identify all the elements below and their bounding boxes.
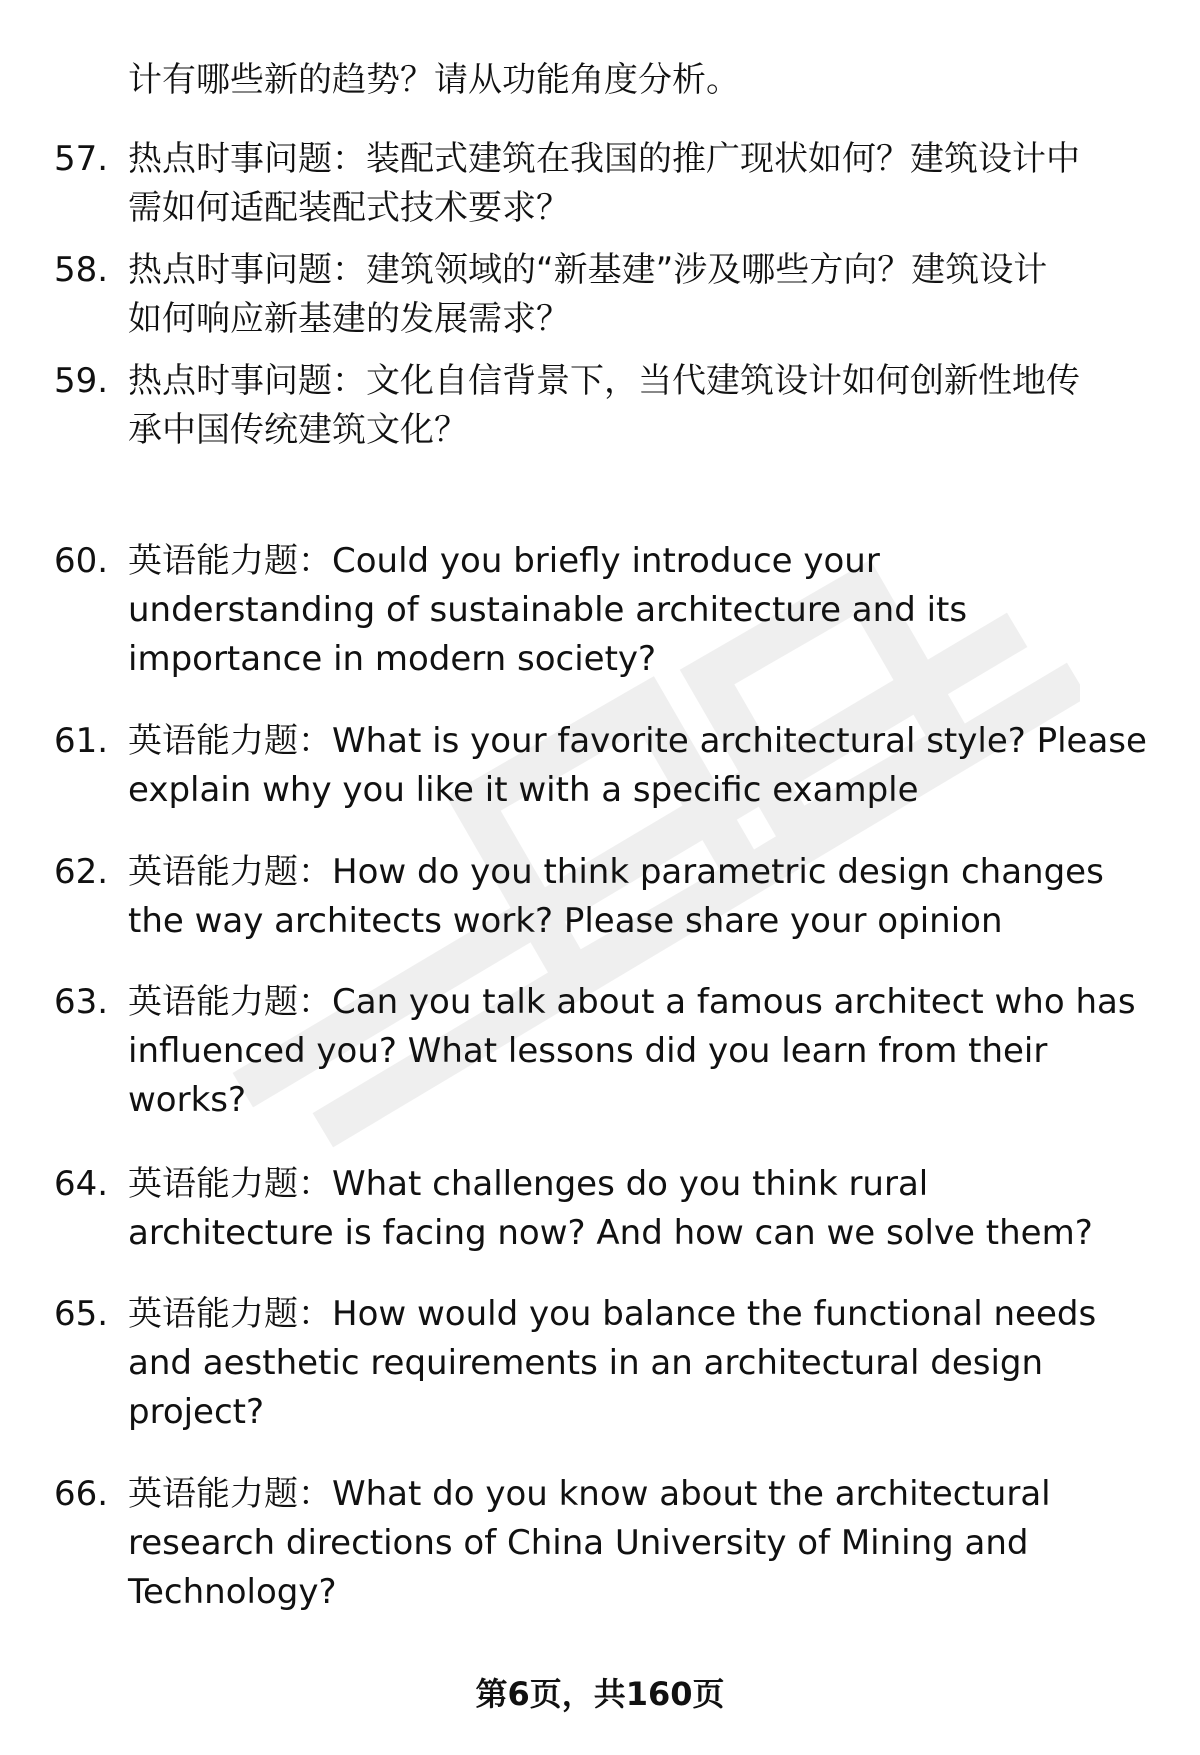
question-line: the way architects work? Please share your opinion <box>128 901 1003 941</box>
question-line: 热点时事问题：建筑领域的“新基建”涉及哪些方向？建筑设计 <box>128 250 1048 290</box>
question-line: 如何响应新基建的发展需求？ <box>128 299 570 339</box>
question-line: 英语能力题：What do you know about the architectural <box>128 1474 1051 1514</box>
page-footer: 第6页，共160页 <box>475 1675 725 1713</box>
question-line: importance in modern society? <box>128 639 657 679</box>
question-text <box>128 1290 1168 1437</box>
question-line: 英语能力题：Could you briefly introduce your <box>128 541 880 581</box>
question-number: 57. <box>54 139 109 179</box>
continued-question-text: 计有哪些新的趋势？请从功能角度分析。 <box>128 60 740 100</box>
question-line: Technology? <box>128 1572 337 1612</box>
question-text <box>128 357 1168 455</box>
question-line: understanding of sustainable architecture and its <box>128 590 968 630</box>
question-number: 60. <box>54 541 109 581</box>
question-line: explain why you like it with a specific example <box>128 770 919 810</box>
question-line: 英语能力题：Can you talk about a famous architect who has <box>128 982 1136 1022</box>
question-number: 58. <box>54 250 109 290</box>
question-text <box>128 848 1168 946</box>
question-line: 英语能力题：How do you think parametric design changes <box>128 852 1104 892</box>
question-line: architecture is facing now? And how can we solve them? <box>128 1213 1093 1253</box>
question-number: 63. <box>54 982 109 1022</box>
question-text <box>128 537 1168 684</box>
question-number: 66. <box>54 1474 109 1514</box>
question-line: 英语能力题：What is your favorite architectural style? Please <box>128 721 1147 761</box>
question-line: works? <box>128 1080 247 1120</box>
question-line: and aesthetic requirements in an architectural design <box>128 1343 1044 1383</box>
question-text <box>128 1470 1168 1617</box>
question-line: 英语能力题：What challenges do you think rural <box>128 1164 929 1204</box>
question-text <box>128 717 1168 815</box>
question-text <box>128 1160 1168 1258</box>
question-text <box>128 135 1168 233</box>
question-number: 65. <box>54 1294 109 1334</box>
question-line: project? <box>128 1392 265 1432</box>
question-number: 62. <box>54 852 109 892</box>
question-number: 59. <box>54 361 109 401</box>
question-text <box>128 978 1168 1125</box>
question-line: 英语能力题：How would you balance the functional needs <box>128 1294 1097 1334</box>
question-line: 热点时事问题：文化自信背景下，当代建筑设计如何创新性地传 <box>128 361 1080 401</box>
question-number: 61. <box>54 721 109 761</box>
question-text <box>128 246 1168 344</box>
question-line: 承中国传统建筑文化？ <box>128 410 468 450</box>
question-number: 64. <box>54 1164 109 1204</box>
question-line: 热点时事问题：装配式建筑在我国的推广现状如何？建筑设计中 <box>128 139 1080 179</box>
question-line: 需如何适配装配式技术要求？ <box>128 188 570 228</box>
question-line: research directions of China University of Mining and <box>128 1523 1029 1563</box>
question-line: influenced you? What lessons did you learn from their <box>128 1031 1048 1071</box>
